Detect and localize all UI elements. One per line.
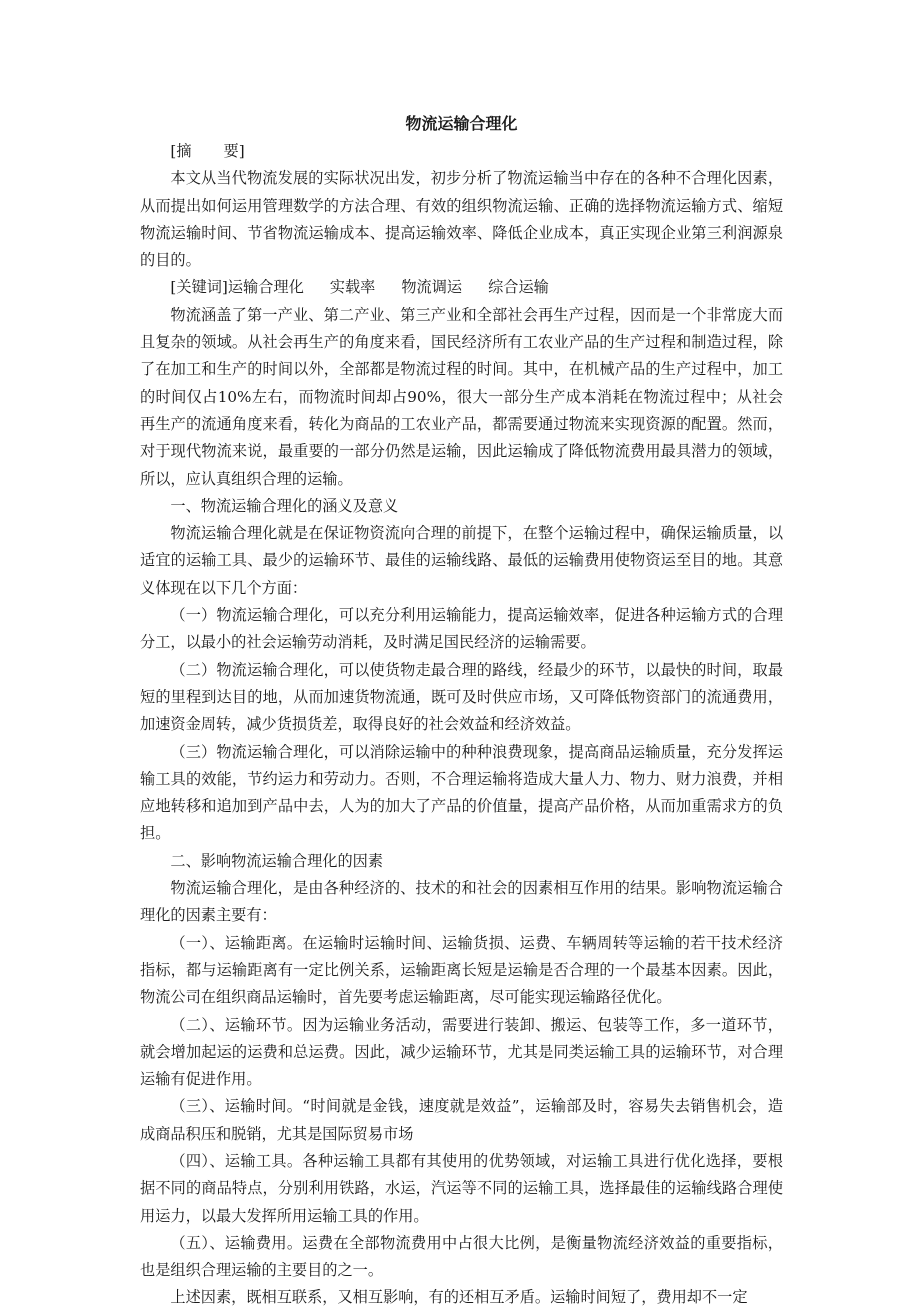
intro-paragraph: 物流涵盖了第一产业、第二产业、第三产业和全部社会再生产过程，因而是一个非常庞大而且复杂的领域。从社会再生产的角度来看，国民经济所有工农业产品的生产过程和制造过程，除了在加工和生产的时间以外，全部都是物流过程的时间。其中，在机械产品的生产过程中，加工的时间仅占10%左右，而物流时间却占90%，很大一部分生产成本消耗在物流过程中；从社会再生产的流通角度来看，转化为商品的工农业产品，都需要通过物流来实现资源的配置。然而，对于现代物流来说，最重要的一部分仍然是运输，因此运输成了降低物流费用最具潜力的领域，所以，应认真组织合理的运输。: [140, 305, 783, 488]
section1-item: （二）物流运输合理化，可以使货物走最合理的路线，经最少的环节，以最快的时间，取最短的里程到达目的地，从而加速货物流通，既可及时供应市场，又可降低物资部门的流通费用，加速资金周转，减少货损货差，取得良好的社会效益和经济效益。: [140, 660, 783, 734]
section2-item: （五）、运输费用。运费在全部物流费用中占很大比例，是衡量物流经济效益的重要指标，也是组织合理运输的主要目的之一。: [140, 1233, 783, 1280]
section2-item: （一）、运输距离。在运输时运输时间、运输货损、运费、车辆周转等运输的若干技术经济指标，都与运输距离有一定比例关系，运输距离长短是运输是否合理的一个最基本因素。因此，物流公司在组织商品运输时，首先要考虑运输距离，尽可能实现运输路径优化。: [140, 933, 783, 1007]
section1-intro: 物流运输合理化就是在保证物资流向合理的前提下，在整个运输过程中，确保运输质量，以适宜的运输工具、最少的运输环节、最佳的运输线路、最低的运输费用使物资运至目的地。其意义体现在以下几个方面：: [140, 524, 783, 597]
section1-heading: 一、物流运输合理化的涵义及意义: [170, 496, 399, 515]
closing-paragraph: 上述因素，既相互联系，又相互影响，有的还相互矛盾。运输时间短了，费用却不一定: [170, 1288, 748, 1307]
keywords-line: [140, 274, 783, 301]
abstract-text: 本文从当代物流发展的实际状况出发，初步分析了物流运输当中存在的各种不合理化因素，从而提出如何运用管理数学的方法合理、有效的组织物流运输、正确的选择物流运输方式、缩短物流运输时间、节省物流运输成本、提高运输效率、降低企业成本，真正实现企业第三利润源泉的目的。: [140, 169, 783, 270]
abstract-label-close: 要]: [223, 142, 245, 160]
section2-intro: 物流运输合理化，是由各种经济的、技术的和社会的因素相互作用的结果。影响物流运输合理化的因素主要有：: [140, 879, 783, 925]
keyword: 运输合理化: [227, 278, 304, 297]
section2-item: （二）、运输环节。因为运输业务活动，需要进行装卸、搬运、包装等工作，多一道环节，就会增加起运的运费和总运费。因此，减少运输环节，尤其是同类运输工具的运输环节，对合理运输有促进作用。: [140, 1015, 783, 1089]
section1-item: （一）物流运输合理化，可以充分利用运输能力，提高运输效率，促进各种运输方式的合理分工，以最小的社会运输劳动消耗，及时满足国民经济的运输需要。: [140, 606, 783, 652]
abstract-label-open: [摘: [170, 142, 192, 160]
section2-heading: 二、影响物流运输合理化的因素: [170, 851, 384, 870]
document-title: 物流运输合理化: [405, 114, 518, 133]
section2-item: （三）、运输时间。“时间就是金钱，速度就是效益”，运输部及时，容易失去销售机会，造成商品积压和脱销，尤其是国际贸易市场: [140, 1097, 783, 1143]
abstract-label: [140, 138, 783, 165]
keywords-label: [关键词]: [170, 278, 228, 297]
keyword: 综合运输: [488, 278, 549, 297]
section1-item: （三）物流运输合理化，可以消除运输中的种种浪费现象，提高商品运输质量，充分发挥运输工具的效能，节约运力和劳动力。否则，不合理运输将造成大量人力、物力、财力浪费，并相应地转移和追加到产品中去，人为的加大了产品的价值量，提高产品价格，从而加重需求方的负担。: [140, 742, 783, 843]
keyword: 实载率: [329, 278, 376, 297]
keyword: 物流调运: [401, 278, 463, 297]
document-body: [140, 110, 783, 1312]
section2-item: （四）、运输工具。各种运输工具都有其使用的优势领域，对运输工具进行优化选择，要根据不同的商品特点，分别利用铁路，水运，汽运等不同的运输工具，选择最佳的运输线路合理使用运力，以最大发挥所用运输工具的作用。: [140, 1151, 783, 1225]
